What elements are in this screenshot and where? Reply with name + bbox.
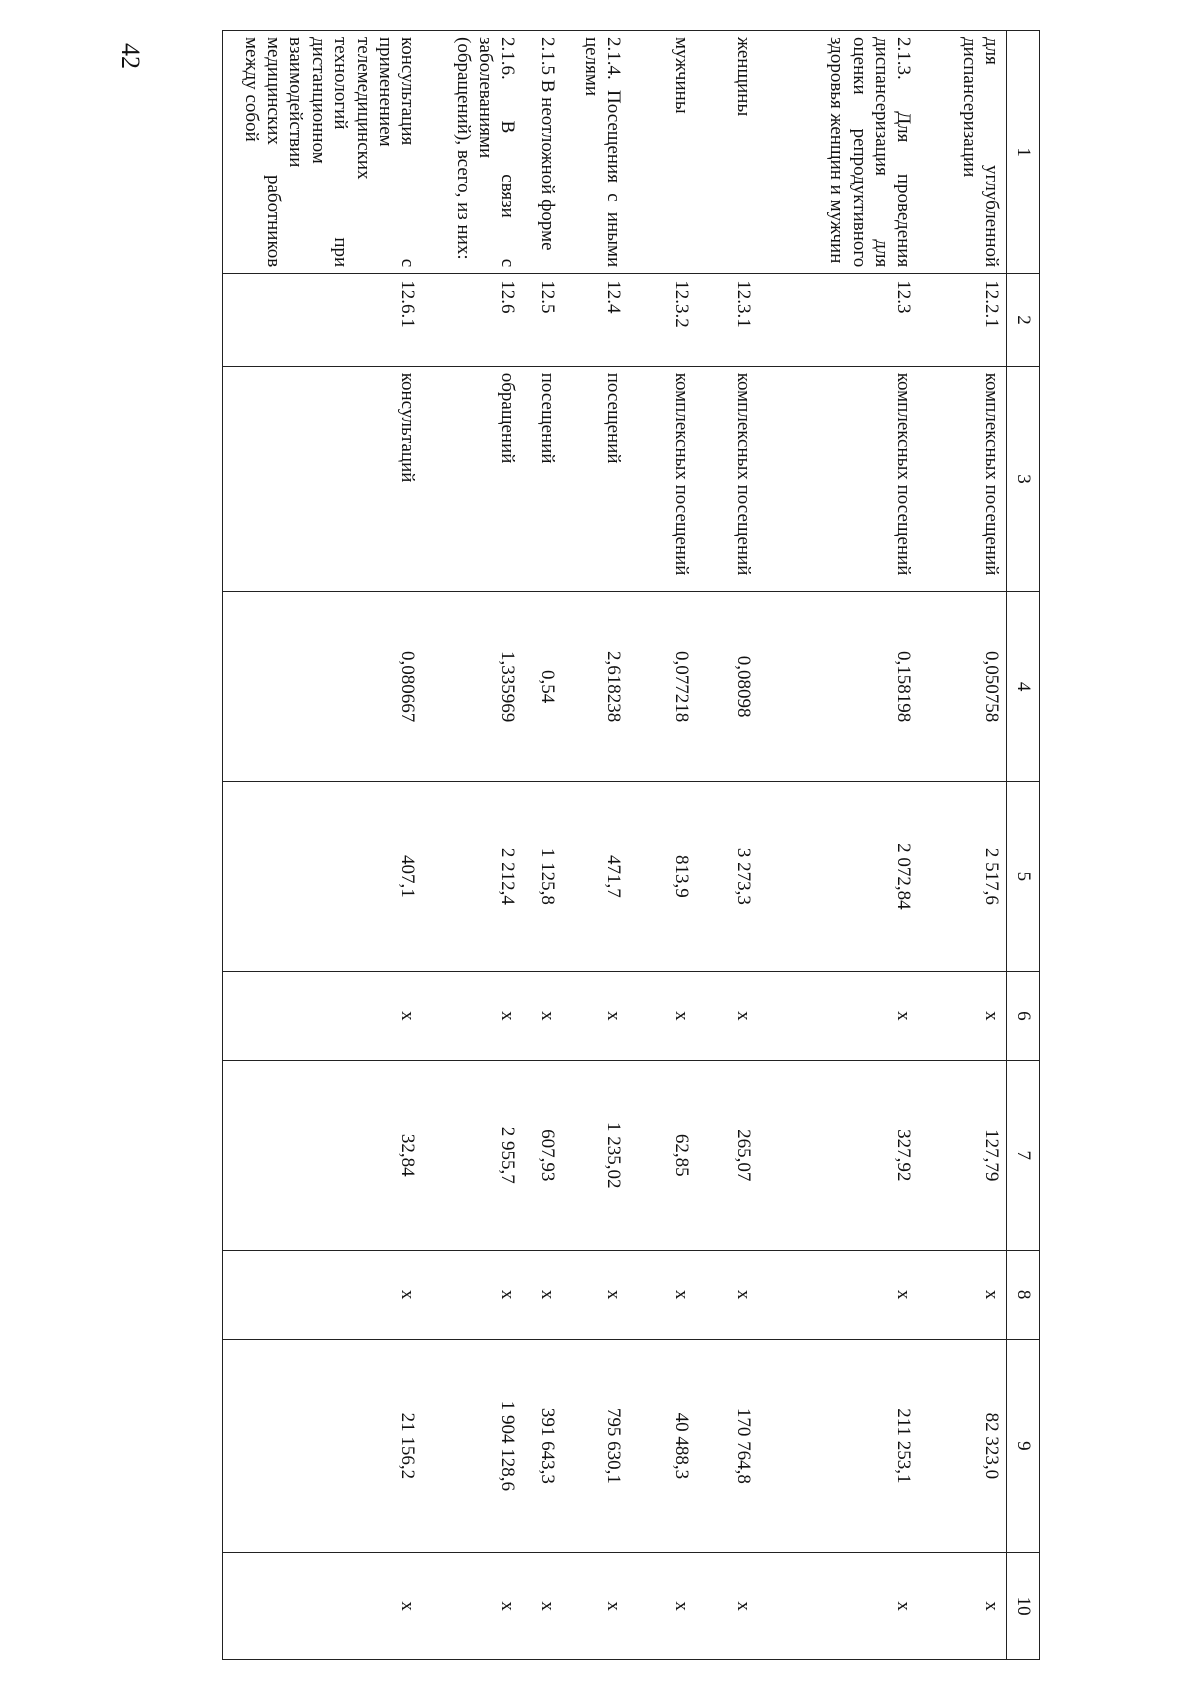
row-name: 2.1.5 В неотложной форме	[523, 31, 563, 274]
table-row	[423, 31, 523, 1660]
header-col-6: 6	[1007, 971, 1040, 1060]
row-col-6: х	[629, 971, 697, 1060]
row-code: 12.3.2	[629, 274, 697, 367]
table-row	[629, 31, 697, 1660]
row-col-8: х	[629, 1250, 697, 1339]
row-col-6: х	[523, 971, 563, 1060]
row-col-10: х	[919, 1553, 1007, 1660]
table-row	[563, 31, 629, 1660]
row-col-10: х	[223, 1553, 423, 1660]
header-col-10: 10	[1007, 1553, 1040, 1660]
row-col-8: х	[697, 1250, 759, 1339]
row-col-6: х	[759, 971, 919, 1060]
row-unit: комплексных посещений	[629, 366, 697, 591]
row-col-8: х	[563, 1250, 629, 1339]
row-code: 12.6.1	[223, 274, 423, 367]
row-col-8: х	[919, 1250, 1007, 1339]
header-col-3: 3	[1007, 366, 1040, 591]
row-col-7: 2 955,7	[423, 1060, 523, 1250]
row-col-4: 1,335969	[423, 592, 523, 782]
row-unit: обращений	[423, 366, 523, 591]
row-col-8: х	[523, 1250, 563, 1339]
row-name: 2.1.3. Для проведения диспансеризация для оценки репродуктивного здоровья женщин и мужчин	[759, 31, 919, 274]
row-name: консультация с применением телемедицинских технологий при дистанционном взаимодействии медицинских работников между собой	[223, 31, 423, 274]
row-col-5: 407,1	[223, 782, 423, 972]
row-col-5: 813,9	[629, 782, 697, 972]
row-unit: комплексных посещений	[759, 366, 919, 591]
row-col-7: 607,93	[523, 1060, 563, 1250]
page-number: 42	[116, 43, 145, 69]
row-name: для углубленной диспансеризации	[919, 31, 1007, 274]
header-col-1: 1	[1007, 31, 1040, 274]
row-col-5: 2 072,84	[759, 782, 919, 972]
row-unit: посещений	[523, 366, 563, 591]
header-col-4: 4	[1007, 592, 1040, 782]
row-col-7: 1 235,02	[563, 1060, 629, 1250]
table-row	[919, 31, 1007, 1660]
row-col-10: х	[423, 1553, 523, 1660]
row-unit: комплексных посещений	[697, 366, 759, 591]
row-name: женщины	[697, 31, 759, 274]
row-col-4: 2,618238	[563, 592, 629, 782]
row-code: 12.2.1	[919, 274, 1007, 367]
row-col-5: 2 212,4	[423, 782, 523, 972]
row-unit: комплексных посещений	[919, 366, 1007, 591]
row-col-7: 265,07	[697, 1060, 759, 1250]
data-table	[222, 30, 1040, 1660]
row-col-5: 471,7	[563, 782, 629, 972]
row-col-9: 795 630,1	[563, 1339, 629, 1553]
row-col-9: 211 253,1	[759, 1339, 919, 1553]
row-unit: посещений	[563, 366, 629, 591]
row-col-10: х	[759, 1553, 919, 1660]
row-col-9: 1 904 128,6	[423, 1339, 523, 1553]
row-col-4: 0,077218	[629, 592, 697, 782]
row-name: мужчины	[629, 31, 697, 274]
row-col-10: х	[523, 1553, 563, 1660]
row-col-9: 21 156,2	[223, 1339, 423, 1553]
table-row	[759, 31, 919, 1660]
rotated-table-container	[190, 30, 1040, 1660]
row-col-9: 170 764,8	[697, 1339, 759, 1553]
header-col-9: 9	[1007, 1339, 1040, 1553]
row-col-7: 327,92	[759, 1060, 919, 1250]
row-col-10: х	[697, 1553, 759, 1660]
row-col-6: х	[223, 971, 423, 1060]
row-col-6: х	[919, 971, 1007, 1060]
table-row	[223, 31, 423, 1660]
row-col-7: 62,85	[629, 1060, 697, 1250]
row-col-4: 0,158198	[759, 592, 919, 782]
header-col-5: 5	[1007, 782, 1040, 972]
row-name: 2.1.6. В связи с заболеваниями (обращений), всего, из них:	[423, 31, 523, 274]
row-col-5: 3 273,3	[697, 782, 759, 972]
row-col-9: 40 488,3	[629, 1339, 697, 1553]
row-col-6: х	[697, 971, 759, 1060]
row-col-6: х	[423, 971, 523, 1060]
row-col-4: 0,080667	[223, 592, 423, 782]
row-col-4: 0,050758	[919, 592, 1007, 782]
row-col-6: х	[563, 971, 629, 1060]
row-col-4: 0,08098	[697, 592, 759, 782]
header-col-7: 7	[1007, 1060, 1040, 1250]
row-col-7: 127,79	[919, 1060, 1007, 1250]
header-row	[1007, 31, 1040, 1660]
header-col-8: 8	[1007, 1250, 1040, 1339]
row-name: 2.1.4. Посещения с иными целями	[563, 31, 629, 274]
row-col-8: х	[423, 1250, 523, 1339]
row-col-9: 82 323,0	[919, 1339, 1007, 1553]
row-col-5: 2 517,6	[919, 782, 1007, 972]
row-col-8: х	[759, 1250, 919, 1339]
row-code: 12.3.1	[697, 274, 759, 367]
table-row	[523, 31, 563, 1660]
row-col-7: 32,84	[223, 1060, 423, 1250]
header-col-2: 2	[1007, 274, 1040, 367]
row-col-10: х	[563, 1553, 629, 1660]
row-col-9: 391 643,3	[523, 1339, 563, 1553]
row-unit: консультаций	[223, 366, 423, 591]
row-col-10: х	[629, 1553, 697, 1660]
row-col-8: х	[223, 1250, 423, 1339]
row-col-5: 1 125,8	[523, 782, 563, 972]
row-code: 12.4	[563, 274, 629, 367]
row-code: 12.5	[523, 274, 563, 367]
table-row	[697, 31, 759, 1660]
row-code: 12.6	[423, 274, 523, 367]
row-col-4: 0,54	[523, 592, 563, 782]
row-code: 12.3	[759, 274, 919, 367]
